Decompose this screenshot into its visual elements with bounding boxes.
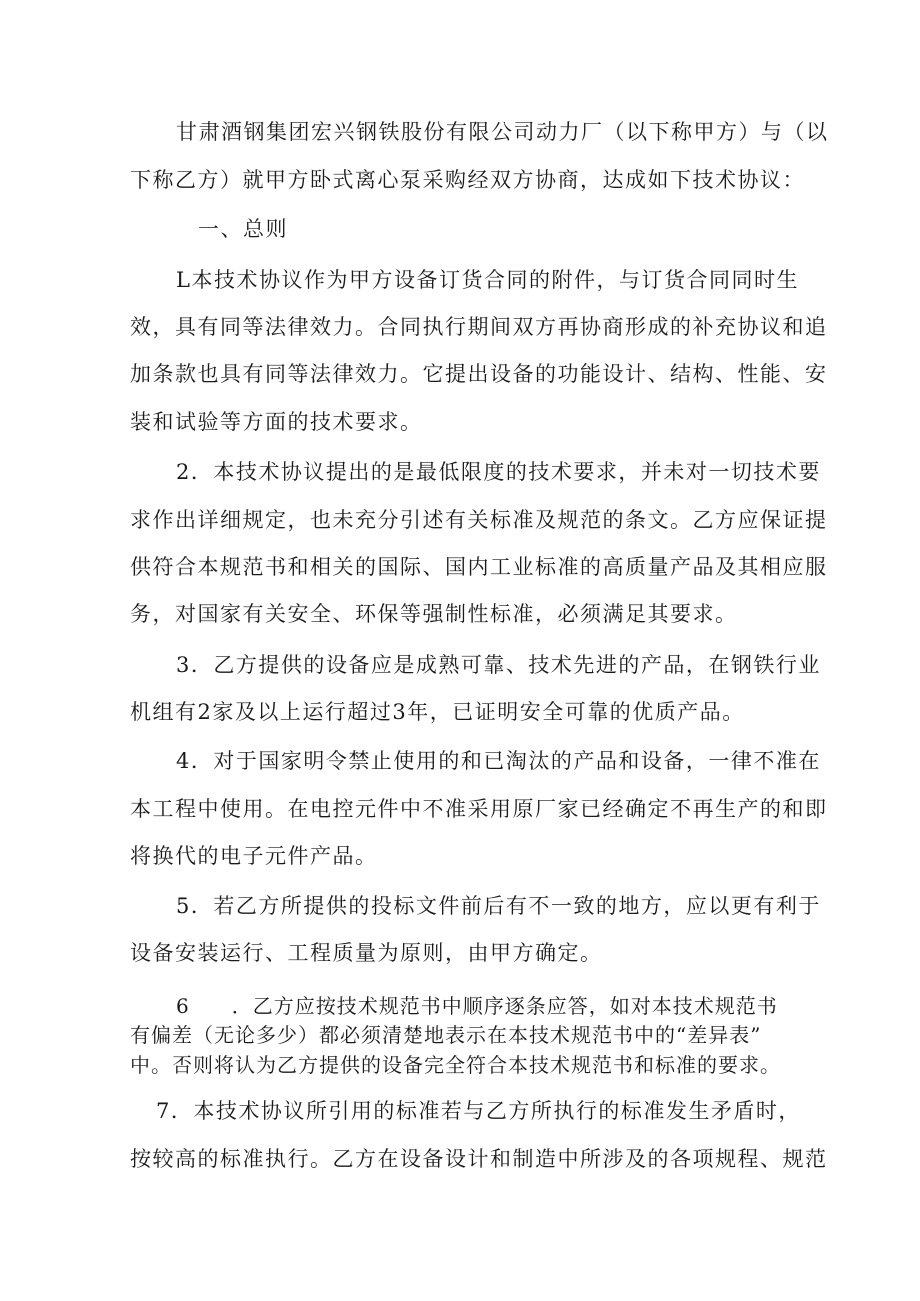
clause-2-line-3: 供符合本规范书和相关的国际、国内工业标准的高质量产品及其相应服 — [130, 555, 828, 579]
clause-7-line-2: 按较高的标准执行。乙方在设备设计和制造中所涉及的各项规程、规范 — [130, 1147, 828, 1171]
clause-2-line-1: 2．本技术协议提出的是最低限度的技术要求，并未对一切技术要 — [176, 460, 821, 484]
clause-6-line-2: 有偏差（无论多少）都必须清楚地表示在本技术规范书中的“差异表” — [130, 1023, 762, 1047]
intro-line-1: 甘肃酒钢集团宏兴钢铁股份有限公司动力厂（以下称甲方）与（以 — [176, 120, 829, 144]
clause-2-line-2: 求作出详细规定，也未充分引述有关标准及规范的条文。乙方应保证提 — [130, 508, 828, 532]
clause-4-line-3: 将换代的电子元件产品。 — [130, 844, 378, 868]
clause-4-line-1: 4．对于国家明令禁止使用的和已淘汰的产品和设备，一律不准在 — [176, 749, 821, 773]
clause-1-line-2: 效，具有同等法律效力。合同执行期间双方再协商形成的补充协议和追 — [130, 315, 828, 339]
clause-4-line-2: 本工程中使用。在电控元件中不准采用原厂家已经确定不再生产的和即 — [130, 797, 828, 821]
section-heading: 一、总则 — [198, 217, 288, 241]
clause-5-line-2: 设备安装运行、工程质量为原则，由甲方确定。 — [130, 941, 603, 965]
clause-1-line-3: 加条款也具有同等法律效力。它提出设备的功能设计、结构、性能、安 — [130, 362, 828, 386]
clause-2-line-4: 务，对国家有关安全、环保等强制性标准，必须满足其要求。 — [130, 602, 738, 626]
clause-1-line-1: L本技术协议作为甲方设备订货合同的附件，与订货合同同时生 — [176, 268, 799, 292]
clause-5-line-1: 5．若乙方所提供的投标文件前后有不一致的地方，应以更有利于 — [176, 894, 821, 918]
clause-1-line-4: 装和试验等方面的技术要求。 — [130, 410, 423, 434]
clause-6-line-1: 6 ．乙方应按技术规范书中顺序逐条应答，如对本技术规范书 — [176, 994, 778, 1018]
clause-6-line-3: 中。否则将认为乙方提供的设备完全符合本技术规范书和标准的要求。 — [130, 1053, 781, 1077]
clause-3-line-2: 机组有2家及以上运行超过3年，已证明安全可靠的优质产品。 — [130, 700, 745, 724]
clause-3-line-1: 3．乙方提供的设备应是成熟可靠、技术先进的产品，在钢铁行业 — [176, 653, 821, 677]
clause-7-line-1: 7．本技术协议所引用的标准若与乙方所执行的标准发生矛盾时， — [156, 1099, 801, 1123]
intro-line-2: 下称乙方）就甲方卧式离心泵采购经双方协商，达成如下技术协议： — [130, 168, 805, 192]
